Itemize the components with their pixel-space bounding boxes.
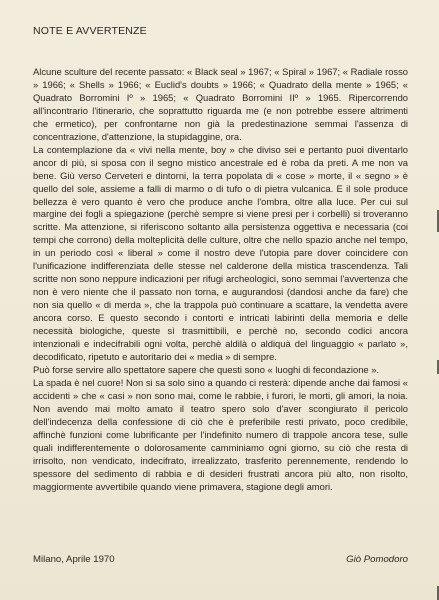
paragraph-contemplation: La contemplazione da « vivi nella mente, boy » che diviso sei e pertanto puoi diventarlo ancor di più, si sposa con il segno mistico ancestrale ed è roba da preti. A me non va bene. Giù verso Cerveteri e dintorni, la terra popolata di « cose » morte, il « segno » è quello del sole, assieme a falli di marmo o di tufo o di pietra vulcanica. E il sole produce bellezza è vero quanto è vero che produce anche l'ombra, oltre alla luce. Per cui sul margine dei fogli a spiegazione (perchè sempre si viene presi per i corbelli) si troveranno scritte. Ma attenzione, si riferiscono soltanto alla persistenza oggettiva e necessaria (coi tempi che corrono) della molteplicità delle culture, oltre che nello spazio anche nel tempo, in un periodo così « liberal » come il nostro deve l'utopia pare dover coincidere con l'unificazione indifferenziata delle stesse nel calderone della mistica trascendenza. Tali scritte non sono neppure indicazioni per rifugi archeologici, sono semmai l'avvertenza che non è vero niente che il passato non torna, e augurandosi (dandosi anche da fare) che non sia quello « di merda », che la trappola può continuare a scattare, la vendetta avere ancora corso. E questo secondo i contorti e intricati labirinti della memoria e delle necessità biologiche, queste sì trasmittibili, e perchè no, secondo codici ancora intenzionali e indecifrabili ogni volta, perchè aldilà o aldiquà del linguaggio « parlato », decodificato, ripetuto e autoritario dei « media » di sempre. — [33, 143, 408, 362]
page-heading: NOTE E AVVERTENZE — [33, 25, 147, 37]
paragraph-spectator: Può forse servire allo spettatore sapere che questi sono « luoghi di fecondazione ». — [33, 363, 380, 375]
paragraph-sculptures: Alcune sculture del recente passato: « Black seal » 1967; « Spiral » 1967; « Radiale rosso » 1966; « Shells » 1966; « Euclid's doubts » 1966; « Quadrato della mente » 1965; « Quadrato Borromini Iº » 1965; « Quadrato Borromini IIº » 1965. Ripercorrendo all'incontrario l'itinerario, che soprattutto riguarda me (e non potrebbe essere altrimenti che ermetico), per confrontarne non già la predestinazione semmai l'assenza di concentrazione, d'attenzione, la stupidaggine, ora. — [33, 66, 408, 142]
body-text — [33, 66, 408, 493]
paragraph-sword: La spada è nel cuore! Non si sa solo sino a quando ci resterà: dipende anche dai famosi « accidenti » che « casi » non sono mai, come le rabbie, i furori, le morti, gli amori, la noia. Non avendo mai molto amato il teatro spero solo d'aver scongiurato il pericolo dell'indecenza della confessione di ciò che è preferibile resti privato, poco credibile, affinchè funzioni come lubrificante per l'indefinito numero di trappole ancora tese, sulle quali indifferentemente o dolorosamente camminiamo ogni giorno, su ciò che resta di irrisolto, non vendicato, indecifrato, irrealizzato, trasferito perennemente, rendendo lo spessore del sedimento di rabbia e di desideri frustrati ancora più alto, non risolto, maggiormente avvertibile quando viene primavera, stagione degli amori. — [33, 376, 408, 492]
place-date: Milano, Aprile 1970 — [33, 554, 115, 565]
signature: Giò Pomodoro — [346, 554, 408, 565]
